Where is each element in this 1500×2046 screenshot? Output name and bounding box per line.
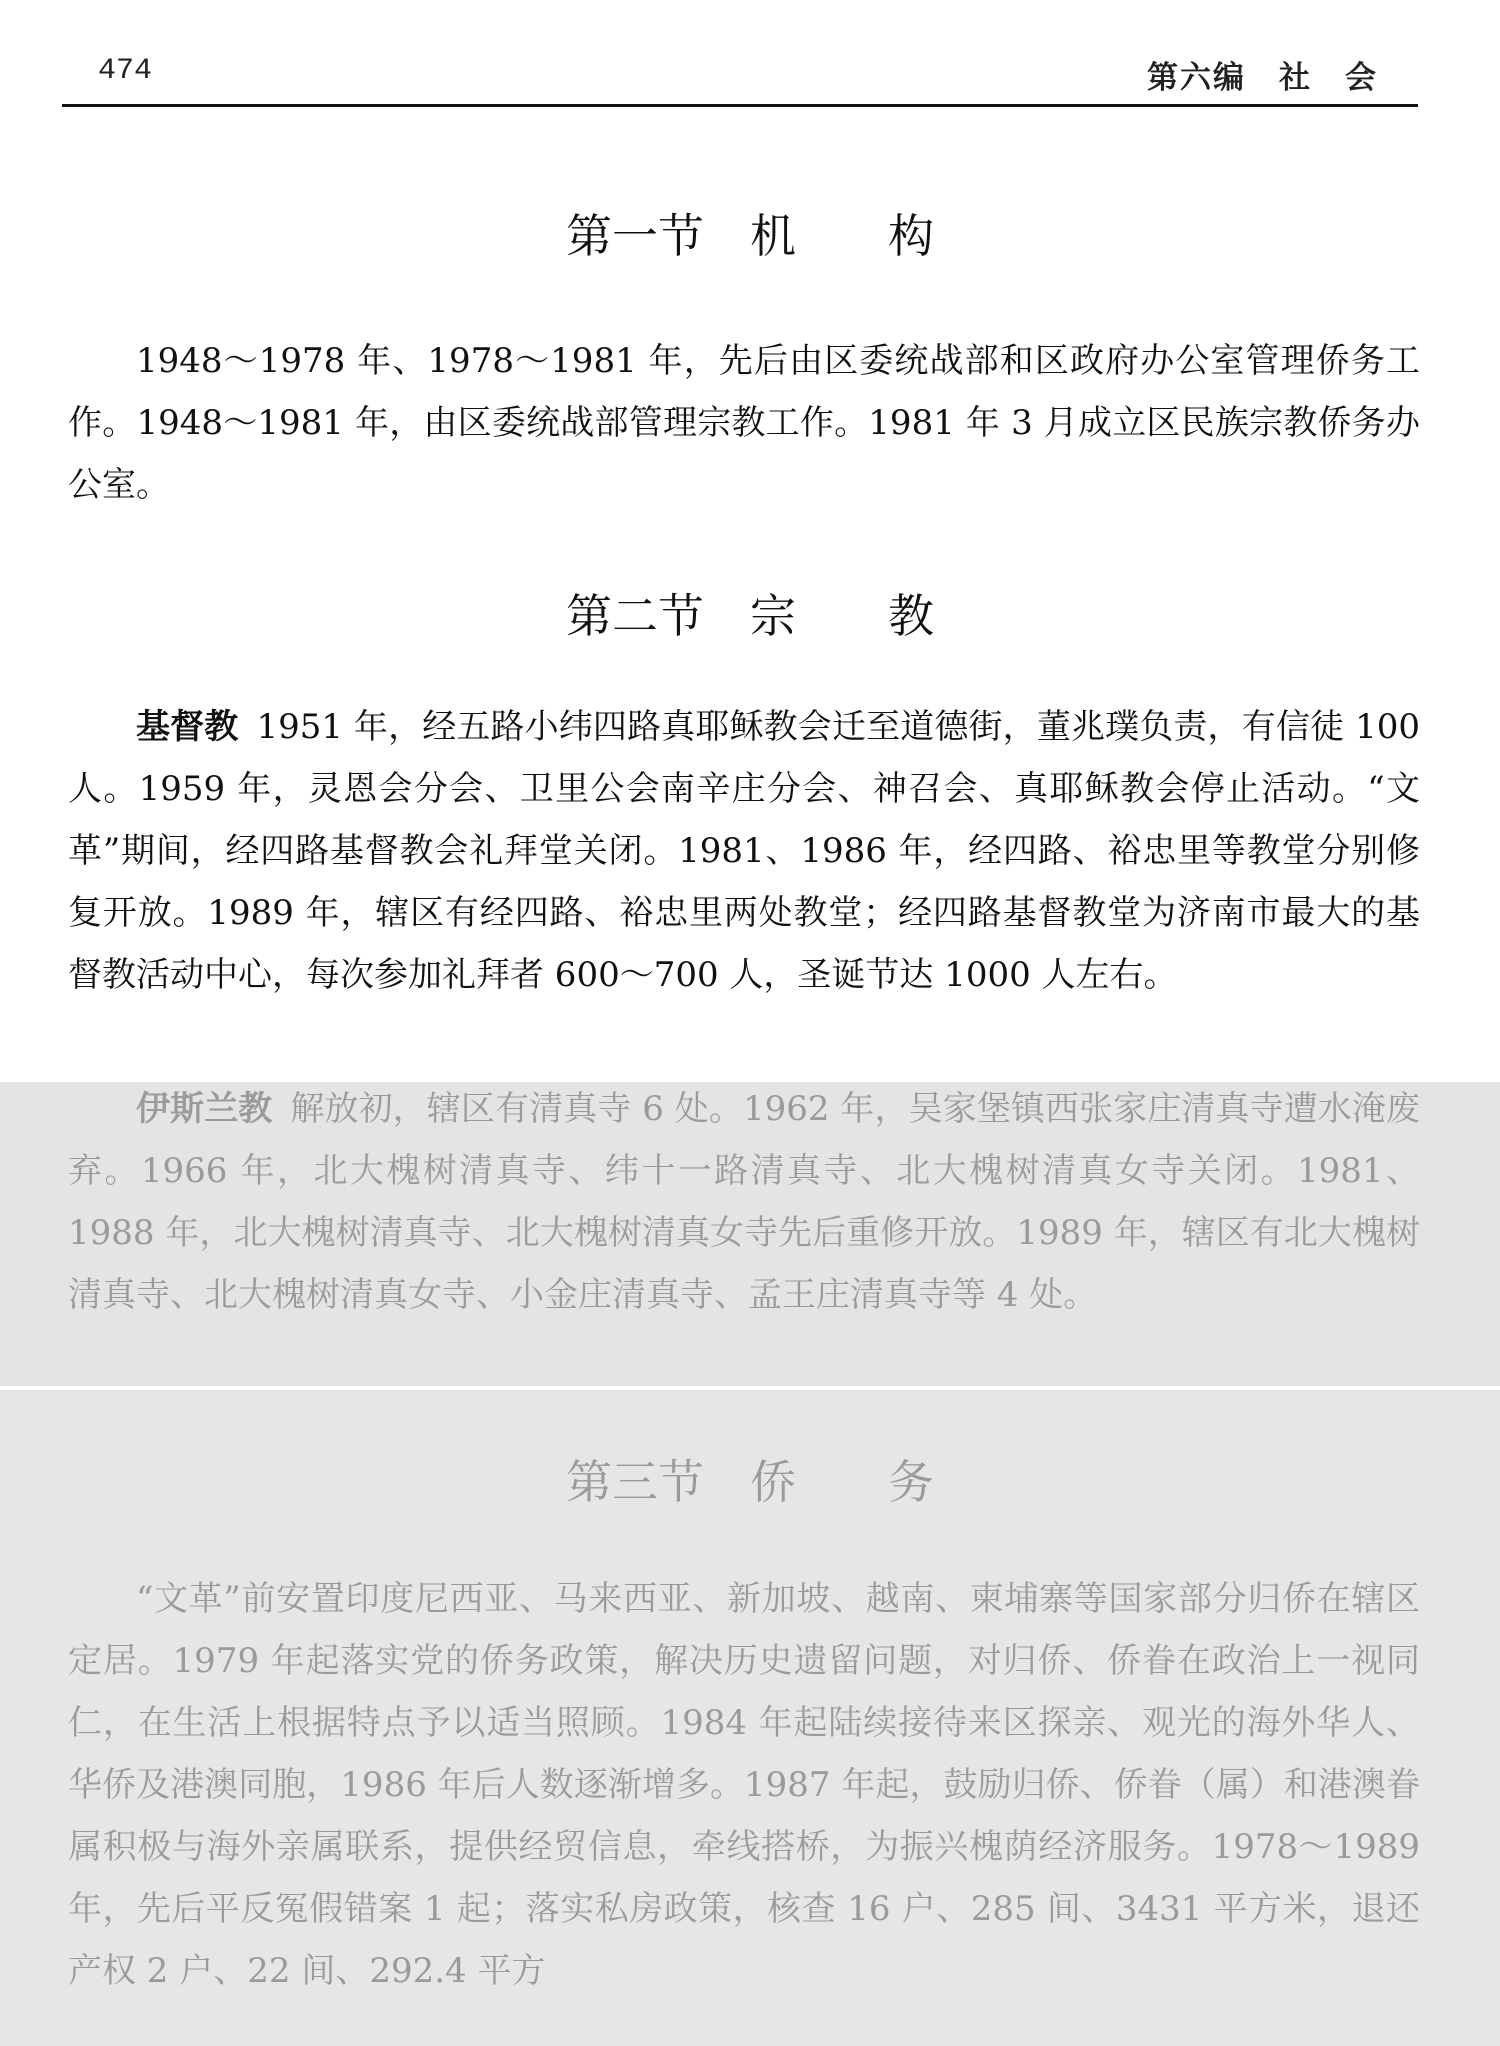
header-rule bbox=[62, 104, 1418, 107]
section-heading-religion bbox=[0, 580, 1500, 646]
page-header bbox=[62, 46, 1414, 106]
section-heading-overseas-chinese bbox=[0, 1446, 1500, 1512]
paragraph-overseas-chinese: “文革”前安置印度尼西亚、马来西亚、新加坡、越南、柬埔寨等国家部分归侨在辖区定居。1979 年起落实党的侨务政策，解决历史遗留问题，对归侨、侨眷在政治上一视同仁，在生活上根据特点予以适当照顾。1984 年起陆续接待来区探亲、观光的海外华人、华侨及港澳同胞，1986 年后人数逐渐增多。1987 年起，鼓励归侨、侨眷（属）和港澳眷属积极与海外亲属联系，提供经贸信息，牵线搭桥，为振兴槐荫经济服务。1978～1989 年，先后平反冤假错案 1 起；落实私房政策，核查 16 户、285 间、3431 平方米，退还产权 2 户、22 间、292.4 平方 bbox=[68, 1579, 1420, 1991]
section-heading-text: 第三节 侨 务 bbox=[566, 1455, 934, 1509]
running-head: 第六编 社 会 bbox=[1147, 60, 1378, 96]
section-heading-text: 第二节 宗 教 bbox=[566, 589, 934, 643]
paragraph-text: 解放初，辖区有清真寺 6 处。1962 年，吴家堡镇西张家庄清真寺遭水淹废弃。1966 年，北大槐树清真寺、纬十一路清真寺、北大槐树清真女寺关闭。1981、1988 年，北大槐树清真寺、北大槐树清真女寺先后重修开放。1989 年，辖区有北大槐树清真寺、北大槐树清真女寺、小金庄清真寺、孟王庄清真寺等 4 处。 bbox=[68, 1089, 1420, 1315]
paragraph-organization: 1948～1978 年、1978～1981 年，先后由区委统战部和区政府办公室管理侨务工作。1948～1981 年，由区委统战部管理宗教工作。1981 年 3 月成立区民族宗教侨务办公室。 bbox=[68, 341, 1420, 505]
section-heading-organization bbox=[0, 200, 1500, 266]
section-heading-text: 第一节 机 构 bbox=[566, 209, 934, 263]
paragraph-lead-term: 伊斯兰教 bbox=[136, 1089, 273, 1129]
paragraph-lead-term: 基督教 bbox=[136, 707, 239, 747]
paragraph-islam bbox=[68, 1078, 1420, 1326]
paragraph-christianity bbox=[68, 696, 1420, 1006]
paragraph-text: 1951 年，经五路小纬四路真耶稣教会迁至道德街，董兆璞负责，有信徒 100 人。1959 年，灵恩会分会、卫里公会南辛庄分会、神召会、真耶稣教会停止活动。“文革”期间，经四路基督教会礼拜堂关闭。1981、1986 年，经四路、裕忠里等教堂分别修复开放。1989 年，辖区有经四路、裕忠里两处教堂；经四路基督教堂为济南市最大的基督教活动中心，每次参加礼拜者 600～700 人，圣诞节达 1000 人左右。 bbox=[68, 707, 1420, 995]
page-number: 474 bbox=[98, 54, 153, 88]
